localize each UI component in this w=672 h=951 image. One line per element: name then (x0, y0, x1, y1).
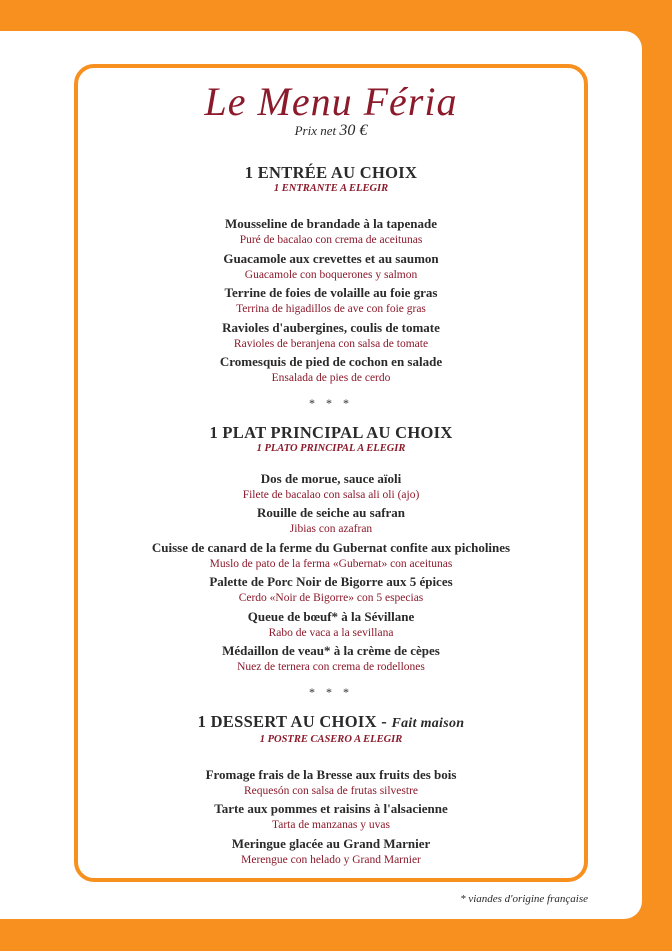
desserts-subheading: 1 POSTRE CASERO A ELEGIR (259, 733, 403, 745)
separator-stars: * * * (309, 395, 353, 410)
desserts-heading-main: 1 DESSERT AU CHOIX - (197, 711, 388, 731)
list-item (78, 250, 584, 285)
list-item (78, 539, 584, 574)
dish-es: Ensalada de pies de cerdo (271, 372, 391, 384)
dish-fr: Queue de bœuf* à la Sévillane (247, 608, 415, 624)
list-item (78, 835, 584, 870)
dish-fr: Tarte aux pommes et raisins à l'alsacienne (214, 801, 448, 816)
list-item (78, 766, 584, 801)
menu-price (78, 122, 584, 140)
dish-es: Ravioles de beranjena con salsa de tomate (233, 337, 429, 350)
list-item (78, 642, 584, 677)
dish-fr: Terrine de foies de volaille au foie gras (224, 285, 438, 300)
menu-title: Le Menu Féria (204, 79, 458, 124)
dish-es: Jibias con azafran (289, 523, 373, 535)
dish-fr: Meringue glacée au Grand Marnier (231, 835, 431, 851)
list-item (78, 284, 584, 319)
dish-fr: Cromesquis de pied de cochon en salade (219, 354, 443, 369)
list-item (78, 215, 584, 250)
dish-es: Nuez de ternera con crema de rodellones (237, 661, 425, 673)
dish-es: Muslo de pato de la ferma «Gubernat» con aceitunas (209, 557, 453, 570)
entrees-list (78, 215, 584, 388)
dish-fr: Fromage frais de la Bresse aux fruits des bois (205, 766, 457, 782)
dish-es: Terrina de higadillos de ave con foie gras (236, 303, 426, 315)
footnote: * viandes d'origine française (460, 893, 588, 905)
list-item (78, 319, 584, 354)
dish-es: Merengue con helado y Grand Marnier (241, 853, 421, 866)
dish-fr: Guacamole aux crevettes et au saumon (223, 250, 439, 266)
dish-es: Guacamole con boquerones y salmon (244, 268, 418, 281)
dish-fr: Palette de Porc Noir de Bigorre aux 5 épices (209, 574, 453, 589)
list-item (78, 504, 584, 539)
plats-list (78, 470, 584, 677)
dish-es: Rabo de vaca a la sevillana (268, 626, 394, 639)
price-amount: 30 € (339, 122, 368, 139)
dish-fr: Cuisse de canard de la ferme du Gubernat confite aux picholines (151, 539, 511, 555)
list-item (78, 470, 584, 505)
dish-fr: Médaillon de veau* à la crème de cèpes (222, 643, 440, 658)
dish-es: Filete de bacalao con salsa ali oli (ajo) (242, 488, 420, 501)
desserts-heading (78, 713, 584, 733)
dish-fr: Ravioles d'aubergines, coulis de tomate (222, 319, 440, 335)
dish-fr: Dos de morue, sauce aïoli (260, 470, 402, 486)
dish-es: Requesón con salsa de frutas silvestre (243, 784, 419, 797)
dish-es: Cerdo «Noir de Bigorre» con 5 especias (238, 592, 424, 604)
list-item (78, 800, 584, 835)
list-item (78, 573, 584, 608)
price-label: Prix net (294, 123, 337, 138)
separator-stars: * * * (309, 684, 353, 699)
dish-es: Tarta de manzanas y uvas (272, 819, 390, 831)
entrees-heading: 1 ENTRÉE AU CHOIX (244, 163, 418, 182)
plats-subheading: 1 PLATO PRINCIPAL A ELEGIR (256, 442, 406, 454)
dish-fr: Mousseline de brandade à la tapenade (225, 216, 437, 231)
list-item (78, 608, 584, 643)
menu-content (78, 68, 584, 869)
plats-heading: 1 PLAT PRINCIPAL AU CHOIX (209, 422, 453, 442)
list-item (78, 353, 584, 388)
entrees-subheading: 1 ENTRANTE A ELEGIR (273, 183, 389, 194)
desserts-heading-suffix: Fait maison (391, 715, 465, 731)
dish-fr: Rouille de seiche au safran (256, 505, 406, 520)
dish-es: Puré de bacalao con crema de aceitunas (239, 234, 423, 246)
desserts-list (78, 766, 584, 870)
